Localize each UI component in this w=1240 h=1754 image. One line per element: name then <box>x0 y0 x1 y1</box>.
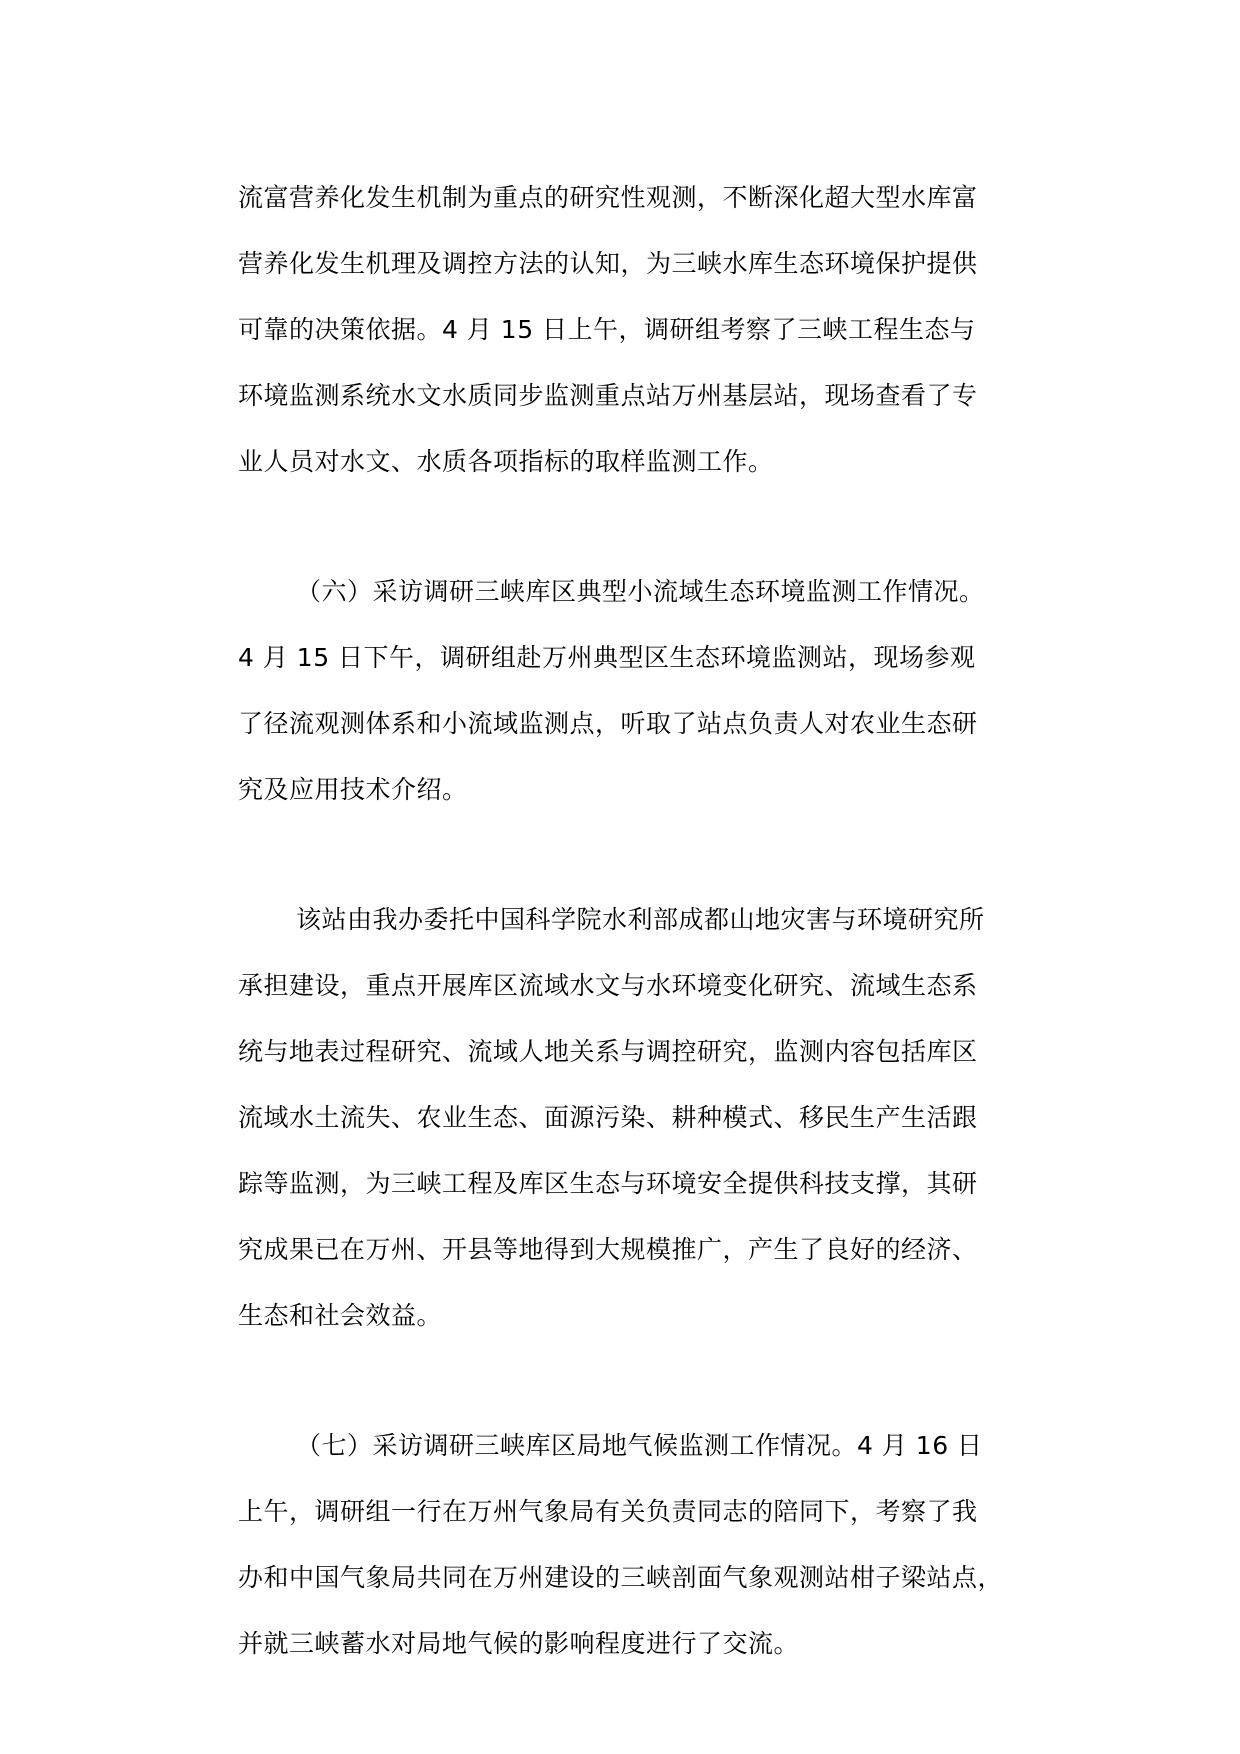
text-line: 4 月 15 日下午，调研组赴万州典型区生态环境监测站，现场参观 <box>238 643 976 672</box>
text-line: 该站由我办委托中国科学院水利部成都山地灾害与环境研究所 <box>296 905 985 934</box>
text-line: 生态和社会效益。 <box>238 1301 443 1330</box>
text-line: 了径流观测体系和小流域监测点，听取了站点负责人对农业生态研 <box>238 709 978 738</box>
paragraph-spacer <box>238 840 1028 904</box>
text-line: 究及应用技术介绍。 <box>238 775 468 804</box>
text-line: 可靠的决策依据。4 月 15 日上午，调研组考察了三峡工程生态与 <box>238 315 976 344</box>
text-line: 并就三峡蓄水对局地气候的影响程度进行了交流。 <box>238 1629 800 1658</box>
text-line: 业人员对水文、水质各项指标的取样监测工作。 <box>238 447 774 476</box>
text-line: 营养化发生机理及调控方法的认知，为三峡水库生态环境保护提供 <box>238 249 978 278</box>
text-line: 流域水土流失、农业生态、面源污染、耕种模式、移民生产生活跟 <box>238 1103 978 1132</box>
text-line: 环境监测系统水文水质同步监测重点站万州基层站，现场查看了专 <box>238 381 978 410</box>
text-line: 究成果已在万州、开县等地得到大规模推广，产生了良好的经济、 <box>238 1235 978 1264</box>
paragraph-4 <box>238 1430 1028 1694</box>
paragraph-3 <box>238 904 1028 1366</box>
document-body <box>238 182 1028 1694</box>
text-line: 流富营养化发生机制为重点的研究性观测，不断深化超大型水库富 <box>238 183 978 212</box>
text-line: 办和中国气象局共同在万州建设的三峡剖面气象观测站柑子梁站点， <box>238 1563 1004 1592</box>
section-heading-line: （六）采访调研三峡库区典型小流域生态环境监测工作情况。 <box>296 577 985 606</box>
text-line: 承担建设，重点开展库区流域水文与水环境变化研究、流域生态系 <box>238 971 978 1000</box>
text-line: 统与地表过程研究、流域人地关系与调控研究，监测内容包括库区 <box>238 1037 978 1066</box>
paragraph-spacer <box>238 1366 1028 1430</box>
text-line: 踪等监测，为三峡工程及库区生态与环境安全提供科技支撑，其研 <box>238 1169 978 1198</box>
paragraph-spacer <box>238 512 1028 576</box>
section-heading-line: （七）采访调研三峡库区局地气候监测工作情况。4 月 16 日 <box>296 1431 983 1460</box>
paragraph-2 <box>238 576 1028 840</box>
paragraph-1 <box>238 182 1028 512</box>
text-line: 上午，调研组一行在万州气象局有关负责同志的陪同下，考察了我 <box>238 1497 978 1526</box>
